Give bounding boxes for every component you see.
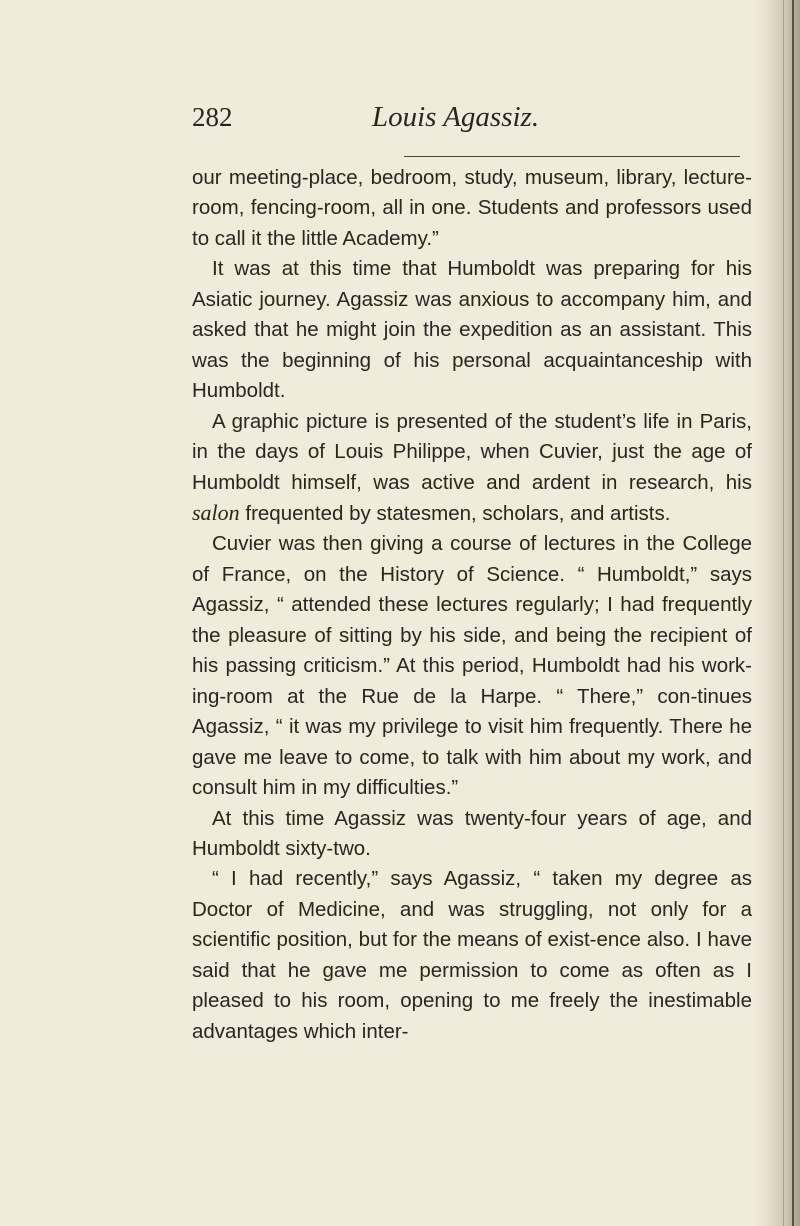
header-rule: [404, 156, 740, 157]
page-number: 282: [192, 102, 233, 132]
paragraph: our meeting-place, bedroom, study, museum, library, lecture-room, fencing-room, all in one. Students and professors used to call it the little Academy.”: [192, 166, 752, 250]
page-edge-inner-line: [783, 0, 784, 1226]
running-title: Louis Agassiz.: [372, 101, 540, 133]
italic-term: salon: [192, 499, 240, 525]
paragraph: It was at this time that Humboldt was preparing for his Asiatic journey. Agassiz was anxious to accompany him, and asked that he might join the expedition as an assistant. This was the beginning of his personal acquaintanceship with Humboldt.: [192, 257, 752, 403]
paragraph: Cuvier was then giving a course of lectures in the College of France, on the History of Science. “ Humboldt,” says Agassiz, “ attended these lectures regularly; I had frequently the pleasure of sitting by his side, and being the recipient of his passing criticism.” At this period, Humboldt had his work-ing-room at the Rue de la Harpe. “ There,” con-tinues Agassiz, “ it was my privilege to visit him frequently. There he gave me leave to come, to talk with him about my work, and consult him in my difficulties.”: [192, 532, 752, 800]
paragraph-text: frequented by statesmen, scholars, and artists.: [239, 501, 671, 525]
paragraph: “ I had recently,” says Agassiz, “ taken my degree as Doctor of Medicine, and was struggling, not only for a scientific position, but for the means of exist-ence also. I have said that he gave me permission to come as often as I pleased to his room, opening to me freely the inestimable advantages which inter-: [192, 867, 752, 1043]
page-header: [192, 92, 752, 142]
body-text: [192, 163, 752, 1047]
paragraph: [192, 407, 752, 530]
paragraph: At this time Agassiz was twenty-four years of age, and Humboldt sixty-two.: [192, 806, 752, 860]
paragraph-text: A graphic picture is presented of the student’s life in Paris, in the days of Louis Philippe, when Cuvier, just the age of Humboldt himself, was active and ardent in research, his: [192, 409, 752, 494]
page-edge-line: [792, 0, 794, 1226]
